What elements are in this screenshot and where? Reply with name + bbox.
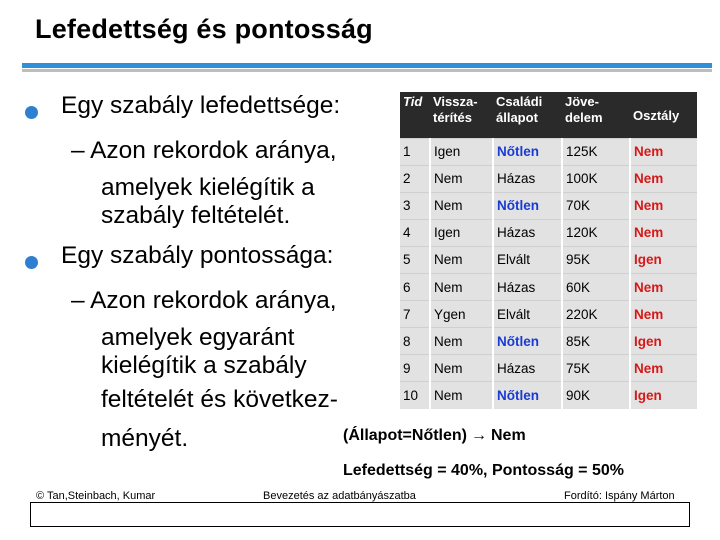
cell-jovedelem: 85K bbox=[562, 328, 630, 355]
cell-tid: 4 bbox=[400, 219, 430, 246]
cell-jovedelem: 70K bbox=[562, 192, 630, 219]
footer-right: Fordító: Ispány Márton bbox=[564, 490, 675, 502]
rule-text bbox=[343, 427, 526, 445]
table-row bbox=[400, 165, 697, 192]
cell-jovedelem: 75K bbox=[562, 355, 630, 382]
cell-tid: 2 bbox=[400, 165, 430, 192]
table-row bbox=[400, 138, 697, 165]
cell-csaladi-allapot: Házas bbox=[493, 355, 562, 382]
sub-bullet-line: ményét. bbox=[101, 425, 189, 452]
cell-csaladi-allapot: Házas bbox=[493, 165, 562, 192]
cell-csaladi-allapot: Házas bbox=[493, 273, 562, 300]
rule-lhs: (Állapot=Nőtlen) bbox=[343, 427, 467, 444]
footer-box bbox=[30, 502, 690, 527]
cell-tid: 1 bbox=[400, 138, 430, 165]
cell-jovedelem: 120K bbox=[562, 219, 630, 246]
cell-csaladi-allapot: Elvált bbox=[493, 246, 562, 273]
cell-visszaterites: Nem bbox=[430, 165, 493, 192]
cell-tid: 3 bbox=[400, 192, 430, 219]
cell-tid: 9 bbox=[400, 355, 430, 382]
cell-visszaterites: Igen bbox=[430, 219, 493, 246]
cell-visszaterites: Nem bbox=[430, 273, 493, 300]
cell-tid: 10 bbox=[400, 382, 430, 409]
cell-osztaly: Nem bbox=[630, 273, 697, 300]
cell-csaladi-allapot: Nőtlen bbox=[493, 192, 562, 219]
cell-csaladi-allapot: Nőtlen bbox=[493, 138, 562, 165]
sub-bullet-line: kielégítik a szabály bbox=[101, 352, 307, 379]
slide-title: Lefedettség és pontosság bbox=[35, 14, 373, 44]
cell-osztaly: Nem bbox=[630, 192, 697, 219]
table-row bbox=[400, 382, 697, 409]
cell-osztaly: Nem bbox=[630, 355, 697, 382]
sub-bullet-line: feltételét és következ- bbox=[101, 386, 338, 413]
cell-tid: 7 bbox=[400, 301, 430, 328]
cell-csaladi-allapot: Elvált bbox=[493, 301, 562, 328]
cell-visszaterites: Nem bbox=[430, 328, 493, 355]
coverage-accuracy-stats: Lefedettség = 40%, Pontosság = 50% bbox=[343, 462, 624, 479]
cell-tid: 5 bbox=[400, 246, 430, 273]
cell-visszaterites: Nem bbox=[430, 355, 493, 382]
bullet-dot-icon bbox=[25, 256, 38, 269]
cell-csaladi-allapot: Házas bbox=[493, 219, 562, 246]
cell-visszaterites: Ygen bbox=[430, 301, 493, 328]
cell-osztaly: Nem bbox=[630, 138, 697, 165]
table-row bbox=[400, 328, 697, 355]
cell-jovedelem: 60K bbox=[562, 273, 630, 300]
bullet-coverage: Egy szabály lefedettsége: bbox=[61, 92, 341, 119]
sub-bullet-line: szabály feltételét. bbox=[101, 202, 291, 229]
header-osztaly: Osztály bbox=[630, 92, 697, 138]
sub-bullet-line: amelyek kielégítik a bbox=[101, 174, 315, 201]
footer-center: Bevezetés az adatbányászatba bbox=[263, 490, 416, 502]
cell-visszaterites: Nem bbox=[430, 192, 493, 219]
title-underline-blue bbox=[22, 63, 712, 68]
cell-visszaterites: Nem bbox=[430, 382, 493, 409]
cell-visszaterites: Igen bbox=[430, 138, 493, 165]
cell-jovedelem: 95K bbox=[562, 246, 630, 273]
cell-jovedelem: 125K bbox=[562, 138, 630, 165]
cell-csaladi-allapot: Nőtlen bbox=[493, 328, 562, 355]
cell-osztaly: Nem bbox=[630, 301, 697, 328]
header-jovedelem: Jöve- delem bbox=[562, 92, 630, 138]
bullet-accuracy: Egy szabály pontossága: bbox=[61, 242, 334, 269]
footer-left: © Tan,Steinbach, Kumar bbox=[36, 490, 156, 502]
cell-osztaly: Nem bbox=[630, 219, 697, 246]
cell-osztaly: Igen bbox=[630, 328, 697, 355]
cell-osztaly: Nem bbox=[630, 165, 697, 192]
header-tid: Tid bbox=[400, 92, 430, 138]
cell-csaladi-allapot: Nőtlen bbox=[493, 382, 562, 409]
table-row bbox=[400, 301, 697, 328]
cell-osztaly: Igen bbox=[630, 246, 697, 273]
table-row bbox=[400, 246, 697, 273]
sub-bullet-line: – Azon rekordok aránya, bbox=[71, 137, 337, 164]
table-header-row bbox=[400, 92, 697, 138]
data-table bbox=[400, 92, 697, 409]
table-row bbox=[400, 192, 697, 219]
table-row bbox=[400, 273, 697, 300]
rule-rhs: Nem bbox=[491, 427, 526, 444]
bullet-dot-icon bbox=[25, 106, 38, 119]
cell-tid: 8 bbox=[400, 328, 430, 355]
header-csaladi-allapot: Családi állapot bbox=[493, 92, 562, 138]
cell-jovedelem: 220K bbox=[562, 301, 630, 328]
sub-bullet-line: – Azon rekordok aránya, bbox=[71, 287, 337, 314]
table-row bbox=[400, 355, 697, 382]
sub-bullet-line: amelyek egyaránt bbox=[101, 324, 295, 351]
table-body bbox=[400, 138, 697, 409]
cell-jovedelem: 90K bbox=[562, 382, 630, 409]
cell-jovedelem: 100K bbox=[562, 165, 630, 192]
table-row bbox=[400, 219, 697, 246]
arrow-icon: → bbox=[471, 427, 487, 444]
cell-visszaterites: Nem bbox=[430, 246, 493, 273]
cell-osztaly: Igen bbox=[630, 382, 697, 409]
header-visszaterites: Vissza- térítés bbox=[430, 92, 493, 138]
title-underline-grey bbox=[22, 69, 712, 72]
cell-tid: 6 bbox=[400, 273, 430, 300]
